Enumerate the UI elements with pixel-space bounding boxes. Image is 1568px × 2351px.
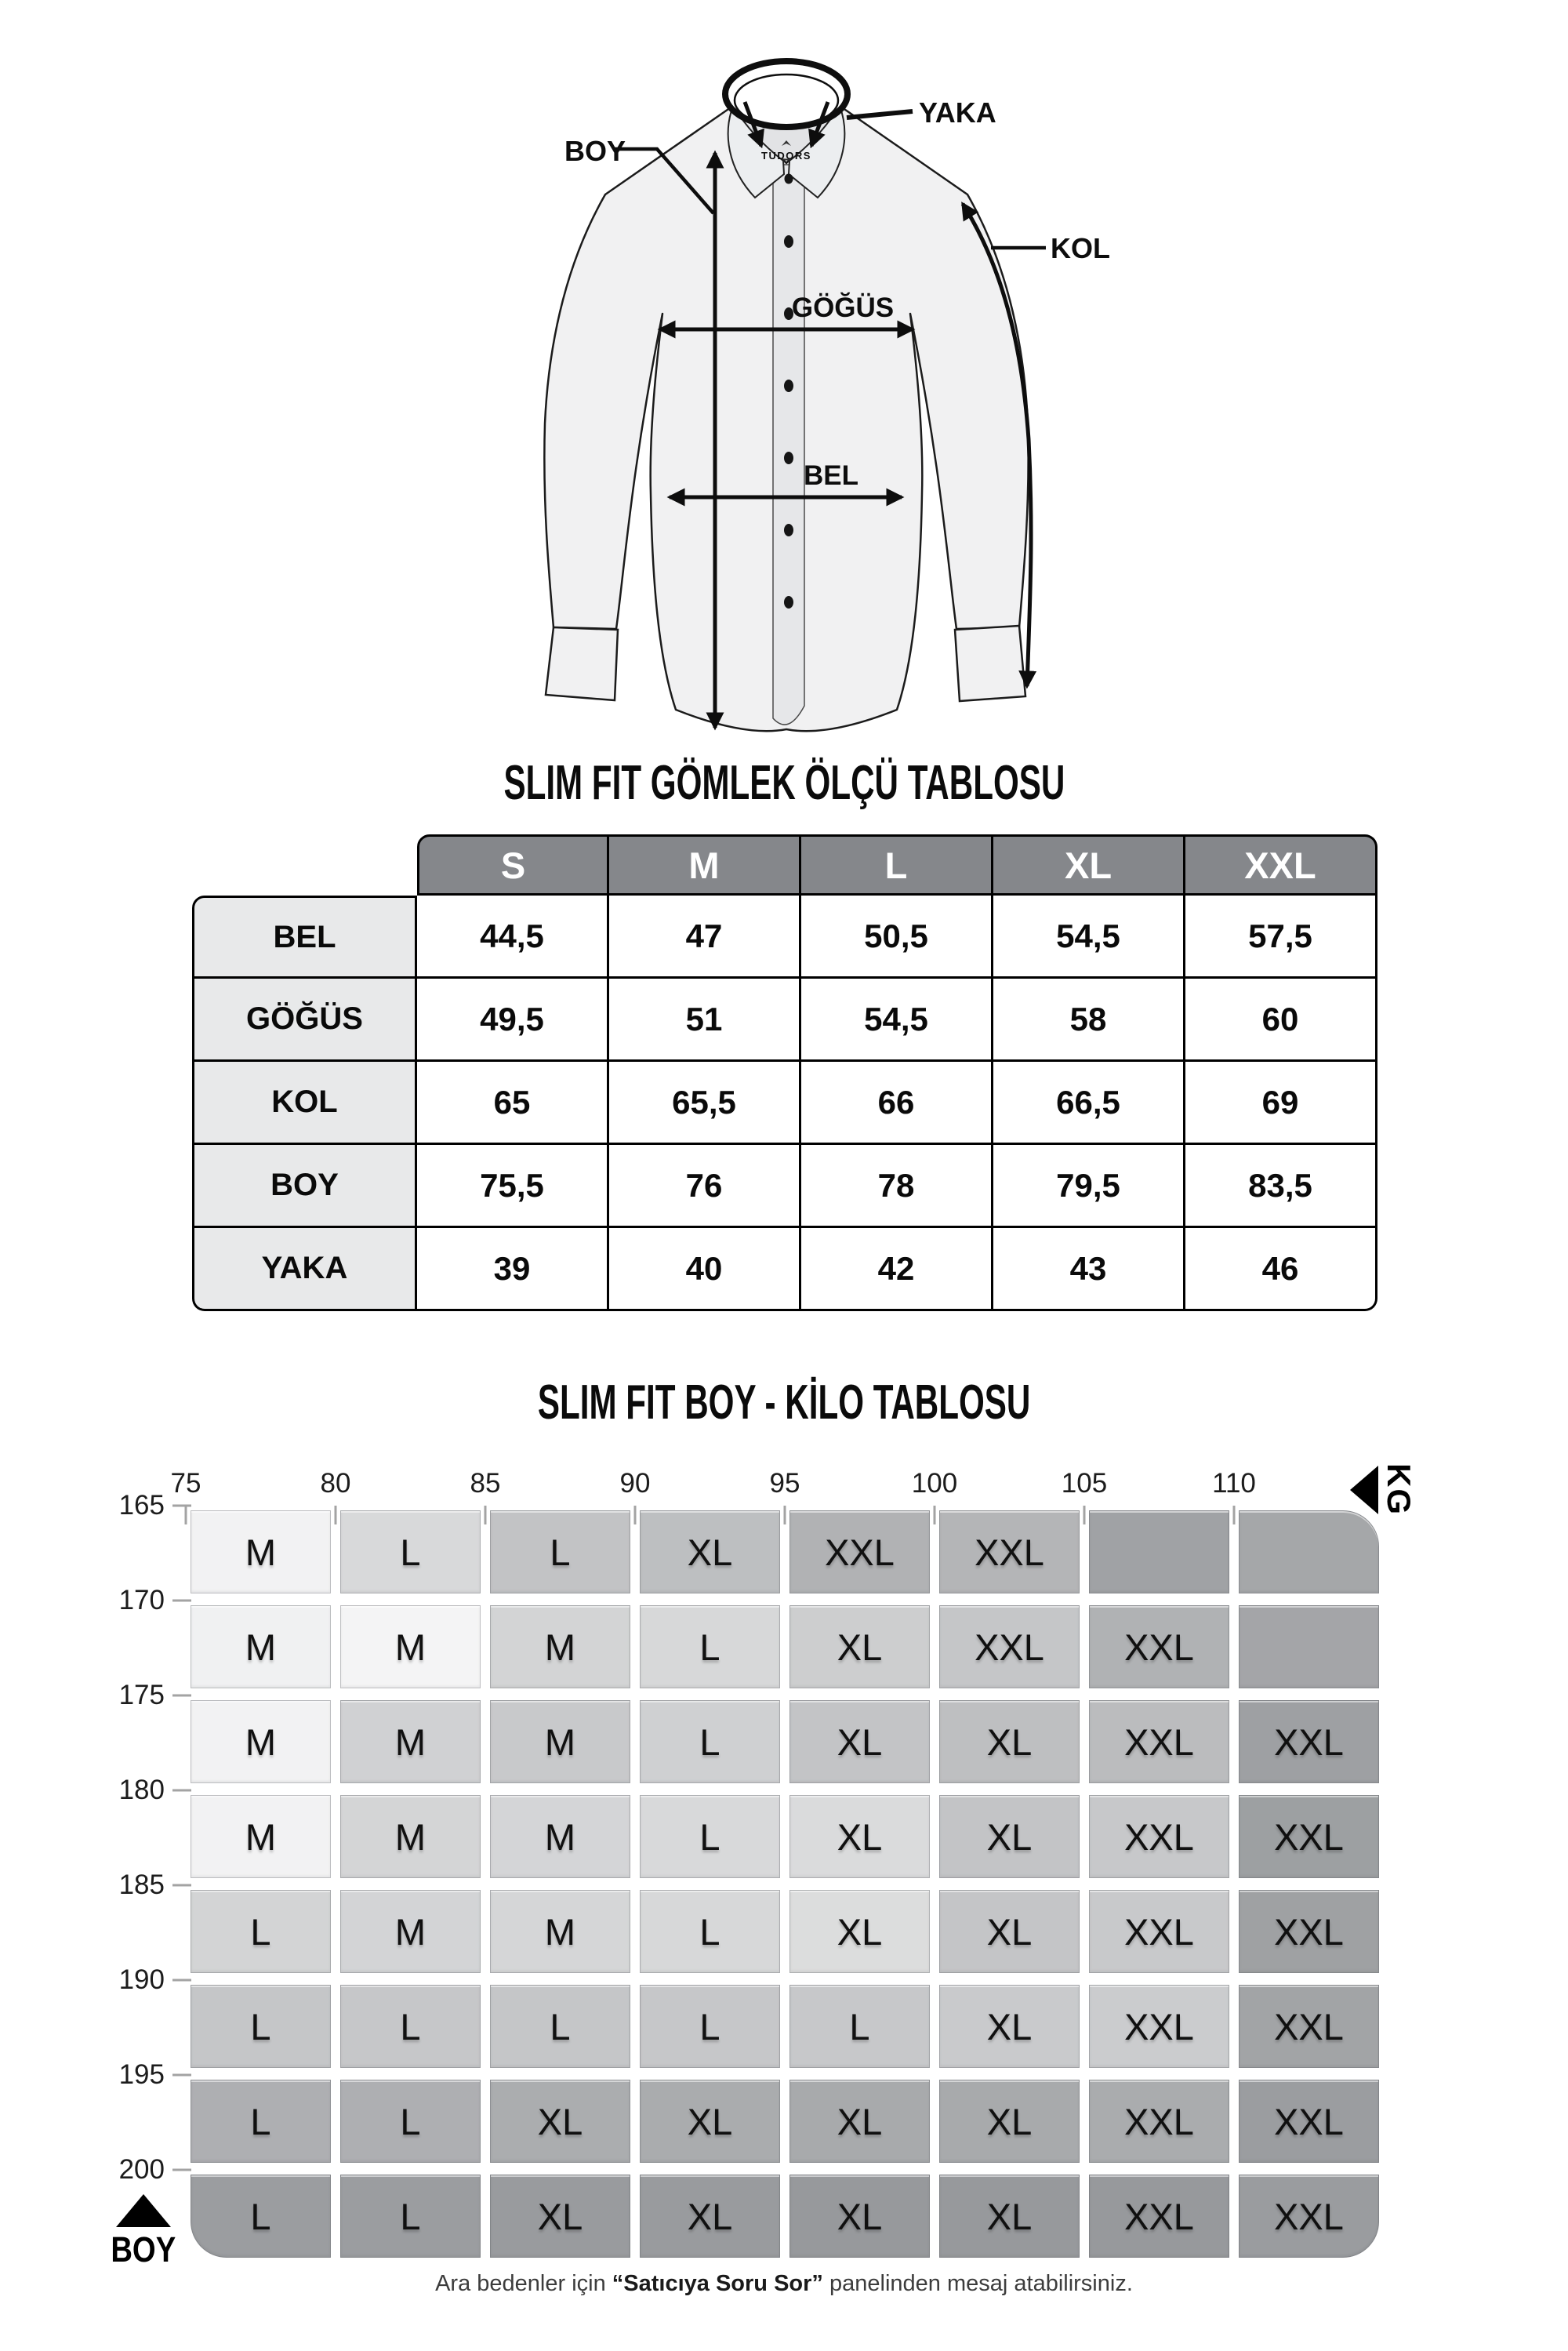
fit-cell-190-100: XL [939,1985,1080,2068]
fit-cell-175-110: XXL [1239,1700,1379,1783]
fit-cell-200-110: XXL [1239,2175,1379,2258]
fit-cell-195-105: XXL [1089,2080,1229,2163]
table-corner [192,834,417,896]
fit-cell-190-110: XXL [1239,1985,1379,2068]
fit-chart-title: SLIM FIT BOY - KİLO TABLOSU [537,1375,1031,1430]
cell-bel-l: 50,5 [801,896,993,979]
fit-grid [191,1510,1379,2258]
cell-kol-s: 65 [417,1062,609,1145]
fit-cell-180-85: M [490,1795,630,1878]
height-label-170: 170 [118,1585,165,1615]
boy-label: BOY [564,135,626,167]
footer-note [0,2271,1568,2297]
fit-cell-185-75: L [191,1890,331,1973]
height-tick [172,1600,191,1602]
cell-kol-l: 66 [801,1062,993,1145]
shirt-diagram [510,31,1129,769]
fit-cell-195-85: XL [490,2080,630,2163]
fit-cell-165-95: XXL [789,1510,930,1593]
cell-boy-xl: 79,5 [993,1145,1185,1228]
weight-tick [185,1506,187,1524]
fit-cell-200-100: XL [939,2175,1080,2258]
fit-cell-195-75: L [191,2080,331,2163]
fit-cell-170-95: XL [789,1605,930,1688]
fit-cell-180-105: XXL [1089,1795,1229,1878]
fit-cell-190-85: L [490,1985,630,2068]
fit-cell-170-110 [1239,1605,1379,1688]
height-label-185: 185 [118,1870,165,1900]
footer-prefix: Ara bedenler için [435,2271,612,2296]
fit-cell-190-95: L [789,1985,930,2068]
kg-arrow-icon [1350,1466,1378,1514]
weight-label-90: 90 [619,1468,651,1499]
height-label-165: 165 [118,1490,165,1521]
cell-yaka-m: 40 [609,1228,801,1311]
cell-gogus-xl: 58 [993,979,1185,1062]
footer-emphasis: “Satıcıya Soru Sor” [612,2271,823,2296]
height-tick [172,1505,191,1507]
col-header-l: L [801,834,993,896]
row-header-gogus: GÖĞÜS [192,979,417,1062]
shirt-placket [773,165,804,725]
height-tick [172,1979,191,1982]
cell-kol-xxl: 69 [1185,1062,1377,1145]
fit-cell-175-95: XL [789,1700,930,1783]
fit-cell-180-75: M [191,1795,331,1878]
cell-gogus-l: 54,5 [801,979,993,1062]
weight-label-105: 105 [1061,1468,1108,1499]
yaka-label: YAKA [919,96,996,129]
fit-cell-180-110: XXL [1239,1795,1379,1878]
cell-boy-xxl: 83,5 [1185,1145,1377,1228]
fit-cell-185-95: XL [789,1890,930,1973]
fit-cell-165-110 [1239,1510,1379,1593]
fit-cell-185-90: L [640,1890,780,1973]
cell-boy-m: 76 [609,1145,801,1228]
brand-text: TUDORS [761,150,811,162]
fit-cell-180-90: L [640,1795,780,1878]
fit-cell-195-110: XXL [1239,2080,1379,2163]
cell-boy-l: 78 [801,1145,993,1228]
fit-cell-185-105: XXL [1089,1890,1229,1973]
footer-suffix: panelinden mesaj atabilirsiniz. [822,2271,1133,2296]
fit-cell-200-80: L [340,2175,481,2258]
fit-cell-175-105: XXL [1089,1700,1229,1783]
fit-cell-170-75: M [191,1605,331,1688]
cell-yaka-xl: 43 [993,1228,1185,1311]
fit-cell-180-100: XL [939,1795,1080,1878]
fit-cell-170-80: M [340,1605,481,1688]
fit-cell-185-110: XXL [1239,1890,1379,1973]
cell-bel-xxl: 57,5 [1185,896,1377,979]
height-label-200: 200 [118,2154,165,2185]
fit-cell-170-90: L [640,1605,780,1688]
cell-gogus-s: 49,5 [417,979,609,1062]
fit-cell-195-100: XL [939,2080,1080,2163]
size-table-title: SLIM FIT GÖMLEK ÖLÇÜ TABLOSU [503,756,1065,810]
col-header-s: S [417,834,609,896]
fit-cell-190-75: L [191,1985,331,2068]
cell-yaka-s: 39 [417,1228,609,1311]
fit-cell-195-95: XL [789,2080,930,2163]
weight-label-85: 85 [470,1468,501,1499]
cell-yaka-l: 42 [801,1228,993,1311]
cell-bel-xl: 54,5 [993,896,1185,979]
boy-axis-label: BOY [111,2229,176,2269]
fit-cell-165-75: M [191,1510,331,1593]
collar-ring-outer [725,61,848,127]
kol-label: KOL [1051,232,1110,264]
row-header-kol: KOL [192,1062,417,1145]
height-tick [172,1884,191,1887]
boy-arrow-icon [116,2194,171,2227]
fit-cell-175-85: M [490,1700,630,1783]
fit-cell-200-95: XL [789,2175,930,2258]
shirt-cuff-left [546,627,618,700]
height-tick [172,1790,191,1792]
fit-cell-165-105 [1089,1510,1229,1593]
col-header-xl: XL [993,834,1185,896]
fit-cell-175-80: M [340,1700,481,1783]
fit-cell-170-100: XXL [939,1605,1080,1688]
fit-cell-185-80: M [340,1890,481,1973]
cell-kol-m: 65,5 [609,1062,801,1145]
height-label-190: 190 [118,1964,165,1995]
fit-cell-165-80: L [340,1510,481,1593]
fit-cell-180-95: XL [789,1795,930,1878]
kg-axis-label: KG [1381,1463,1417,1516]
weight-label-100: 100 [911,1468,958,1499]
gogus-label: GÖĞÜS [791,293,895,323]
fit-cell-165-85: L [490,1510,630,1593]
fit-cell-185-100: XL [939,1890,1080,1973]
fit-cell-170-85: M [490,1605,630,1688]
cell-yaka-xxl: 46 [1185,1228,1377,1311]
bel-label: BEL [804,460,858,491]
cell-boy-s: 75,5 [417,1145,609,1228]
fit-cell-165-90: XL [640,1510,780,1593]
cell-gogus-m: 51 [609,979,801,1062]
height-tick [172,1695,191,1697]
height-label-175: 175 [118,1680,165,1710]
fit-cell-190-90: L [640,1985,780,2068]
boy-axis-marker [91,2194,196,2270]
fit-cell-175-75: M [191,1700,331,1783]
weight-label-75: 75 [170,1468,201,1499]
cell-kol-xl: 66,5 [993,1062,1185,1145]
fit-cell-185-85: M [490,1890,630,1973]
col-header-xxl: XXL [1185,834,1377,896]
fit-cell-200-90: XL [640,2175,780,2258]
fit-cell-170-105: XXL [1089,1605,1229,1688]
shirt-cuff-right [955,626,1025,701]
fit-cell-200-75: L [191,2175,331,2258]
fit-cell-200-105: XXL [1089,2175,1229,2258]
height-label-195: 195 [118,2059,165,2090]
cell-bel-m: 47 [609,896,801,979]
cell-bel-s: 44,5 [417,896,609,979]
yaka-pointer [847,111,913,118]
height-label-180: 180 [118,1775,165,1805]
row-header-yaka: YAKA [192,1228,417,1311]
kg-axis-marker [1350,1463,1415,1516]
fit-cell-195-90: XL [640,2080,780,2163]
row-header-boy: BOY [192,1145,417,1228]
fit-cell-190-105: XXL [1089,1985,1229,2068]
cell-gogus-xxl: 60 [1185,979,1377,1062]
fit-cell-180-80: M [340,1795,481,1878]
weight-label-80: 80 [320,1468,351,1499]
fit-cell-195-80: L [340,2080,481,2163]
row-header-bel: BEL [192,896,417,979]
fit-cell-165-100: XXL [939,1510,1080,1593]
size-table [192,834,1377,1311]
fit-cell-200-85: XL [490,2175,630,2258]
fit-cell-175-100: XL [939,1700,1080,1783]
height-tick [172,2169,191,2171]
fit-cell-190-80: L [340,1985,481,2068]
weight-label-110: 110 [1212,1468,1256,1499]
height-tick [172,2074,191,2077]
weight-label-95: 95 [769,1468,800,1499]
fit-cell-175-90: L [640,1700,780,1783]
col-header-m: M [609,834,801,896]
